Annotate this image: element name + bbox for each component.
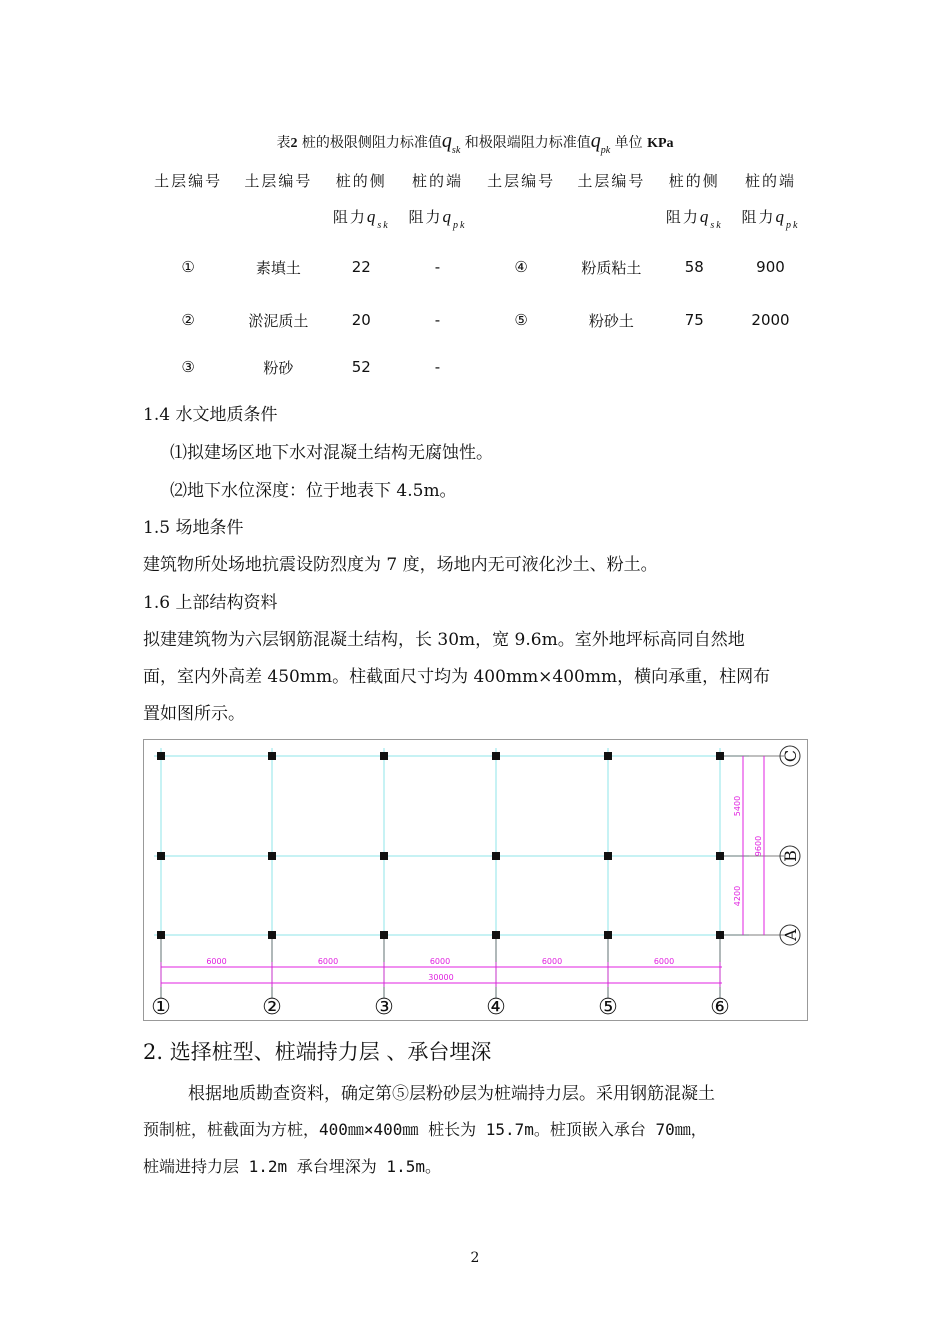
table-header: 桩的侧 — [335, 172, 387, 190]
column-square — [268, 752, 276, 760]
table-row — [143, 346, 809, 388]
table-header: 桩的侧 — [668, 172, 720, 190]
header-side-resistance: 阻力$q_{sk}$ — [665, 207, 723, 231]
table-header-row — [143, 162, 809, 206]
table-header: 桩的端 — [744, 172, 796, 190]
axis-label-row: A — [781, 929, 800, 941]
end-resistance — [732, 346, 809, 388]
end-resistance: - — [434, 258, 441, 276]
column-grid-diagram — [143, 739, 808, 1021]
dimension-label: 6000 — [653, 957, 675, 966]
column-square — [604, 752, 612, 760]
table-header: 土层编号 — [577, 172, 646, 190]
header-end-resistance: 阻力$q_{pk}$ — [741, 207, 800, 231]
section-heading-1-4: 1.4 水文地质条件 — [143, 405, 278, 425]
side-resistance: 58 — [684, 258, 704, 276]
side-resistance: 75 — [684, 311, 704, 329]
layer-name: 淤泥质土 — [248, 311, 309, 330]
axis-label-column: ② — [262, 995, 282, 1020]
side-resistance: 22 — [351, 258, 371, 276]
dimension-label: 6000 — [317, 957, 339, 966]
dimension-label: 6000 — [429, 957, 451, 966]
layer-number: ④ — [514, 258, 528, 276]
column-square — [380, 752, 388, 760]
layer-number: ③ — [181, 358, 195, 376]
axis-label-row: B — [781, 850, 800, 862]
table-header: 桩的端 — [411, 172, 463, 190]
layer-number — [476, 346, 566, 388]
side-resistance — [657, 346, 732, 388]
axis-label-column: ③ — [374, 995, 394, 1020]
axis-label-row: C — [781, 749, 800, 763]
column-square — [716, 752, 724, 760]
axis-label-column: ① — [151, 995, 171, 1020]
paragraph-line: 拟建建筑物为六层钢筋混凝土结构，长 30m，宽 9.6m。室外地坪标高同自然地 — [143, 630, 745, 650]
dimension-label: 6000 — [206, 957, 227, 966]
layer-number: ① — [181, 258, 195, 276]
column-square — [492, 852, 500, 860]
header-end-resistance: 阻力$q_{pk}$ — [408, 207, 467, 231]
header-side-resistance: 阻力$q_{sk}$ — [332, 207, 390, 231]
table-header-row-2 — [143, 206, 809, 240]
axis-label-column: ④ — [486, 995, 506, 1020]
column-square — [604, 852, 612, 860]
column-square — [716, 852, 724, 860]
table-header: 土层编号 — [154, 172, 223, 190]
paragraph: ⑴拟建场区地下水对混凝土结构无腐蚀性。 — [170, 443, 493, 463]
axis-label-column: ⑥ — [710, 995, 730, 1020]
paragraph-line: 根据地质勘查资料，确定第⑤层粉砂层为桩端持力层。采用钢筋混凝土 — [188, 1084, 715, 1104]
layer-name: 粉砂土 — [588, 311, 634, 330]
column-square — [157, 752, 165, 760]
layer-name: 粉质粘土 — [581, 258, 642, 277]
column-square — [157, 852, 165, 860]
dimension-label: 6000 — [541, 957, 563, 966]
column-square — [268, 852, 276, 860]
layer-number: ⑤ — [514, 311, 528, 329]
axis-label-column: ⑤ — [598, 995, 618, 1020]
dimension-label-vertical: 5400 — [733, 795, 742, 817]
column-square — [604, 931, 612, 939]
table-caption: 表2 桩的极限侧阻力标准值$q_{sk}$ 和极限端阻力标准值$q_{pk}$ 单位 KPa — [276, 130, 674, 156]
end-resistance: 900 — [756, 258, 785, 276]
column-square — [380, 931, 388, 939]
table-row — [143, 240, 809, 294]
paragraph: ⑵地下水位深度：位于地表下 4.5m。 — [170, 481, 457, 501]
axis-labels — [151, 746, 800, 1020]
page-number: 2 — [470, 1250, 480, 1266]
layer-name: 粉砂 — [263, 358, 294, 377]
paragraph-line: 桩端进持力层 1.2m 承台埋深为 1.5m。 — [143, 1157, 441, 1176]
column-square — [380, 852, 388, 860]
column-square — [716, 931, 724, 939]
columns — [157, 752, 724, 939]
section-heading-2: 2. 选择桩型、桩端持力层 、承台埋深 — [143, 1040, 492, 1064]
side-resistance: 52 — [351, 358, 371, 376]
end-resistance: 2000 — [751, 311, 790, 329]
section-heading-1-5: 1.5 场地条件 — [143, 518, 244, 538]
paragraph-line: 置如图所示。 — [143, 704, 245, 724]
dimension-label-vertical: 9600 — [754, 835, 763, 857]
layer-name — [566, 346, 656, 388]
layer-number: ② — [181, 311, 195, 329]
column-square — [492, 931, 500, 939]
paragraph-line: 面，室内外高差 450mm。柱截面尺寸均为 400mm×400mm，横向承重，柱网布 — [143, 667, 771, 687]
table-header: 土层编号 — [487, 172, 556, 190]
dimension-lines — [161, 756, 784, 987]
dimension-label-total: 30000 — [428, 973, 454, 982]
layer-name: 素填土 — [255, 258, 301, 277]
end-resistance: - — [434, 358, 441, 376]
dimension-label-vertical: 4200 — [733, 885, 742, 907]
pile-resistance-table — [143, 162, 809, 388]
section-heading-1-6: 1.6 上部结构资料 — [143, 593, 278, 613]
side-resistance: 20 — [351, 311, 371, 329]
column-square — [492, 752, 500, 760]
column-square — [157, 931, 165, 939]
column-square — [268, 931, 276, 939]
table-header: 土层编号 — [244, 172, 313, 190]
table-row — [143, 294, 809, 346]
end-resistance: - — [434, 311, 441, 329]
paragraph: 建筑物所处场地抗震设防烈度为 7 度，场地内无可液化沙土、粉土。 — [143, 555, 658, 575]
paragraph-line: 预制桩，桩截面为方桩，400㎜×400㎜ 桩长为 15.7m。桩顶嵌入承台 70㎜， — [143, 1120, 707, 1139]
column-grid-svg — [144, 740, 807, 1020]
